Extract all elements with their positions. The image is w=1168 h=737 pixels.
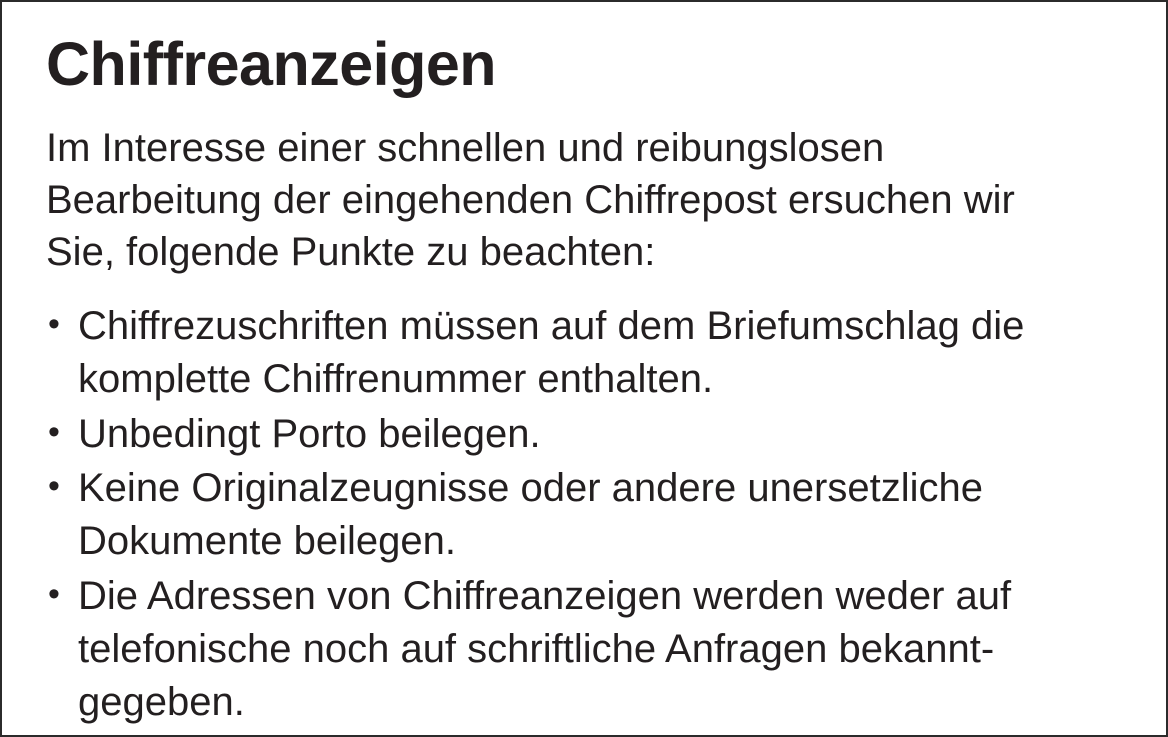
bullet-icon: • [48,305,60,344]
bullet-icon: • [48,467,60,506]
instruction-list [46,300,1122,728]
list-item [46,570,1122,728]
list-item-text: Keine Originalzeugnisse oder andere unersetzliche Dokumente beilegen. [78,466,983,564]
list-item [46,408,1122,461]
list-item-text: Die Adressen von Chiffreanzeigen werden weder auf telefonische noch auf schriftliche Anfragen bekannt-gegeben. [78,574,1012,724]
list-item [46,462,1122,568]
bullet-icon: • [48,575,60,614]
list-item-text: Unbedingt Porto beilegen. [78,411,541,456]
bullet-icon: • [48,412,60,451]
intro-paragraph: Im Interesse einer schnellen und reibungslosen Bearbeitung der eingehenden Chiffrepost ersuchen wir Sie, folgende Punkte zu beachten: [46,126,1015,275]
page-title: Chiffreanzeigen [46,30,497,98]
list-item-text: Chiffrezuschriften müssen auf dem Briefumschlag die komplette Chiffrenummer enthalten. [78,304,1025,401]
list-item [46,300,1122,406]
